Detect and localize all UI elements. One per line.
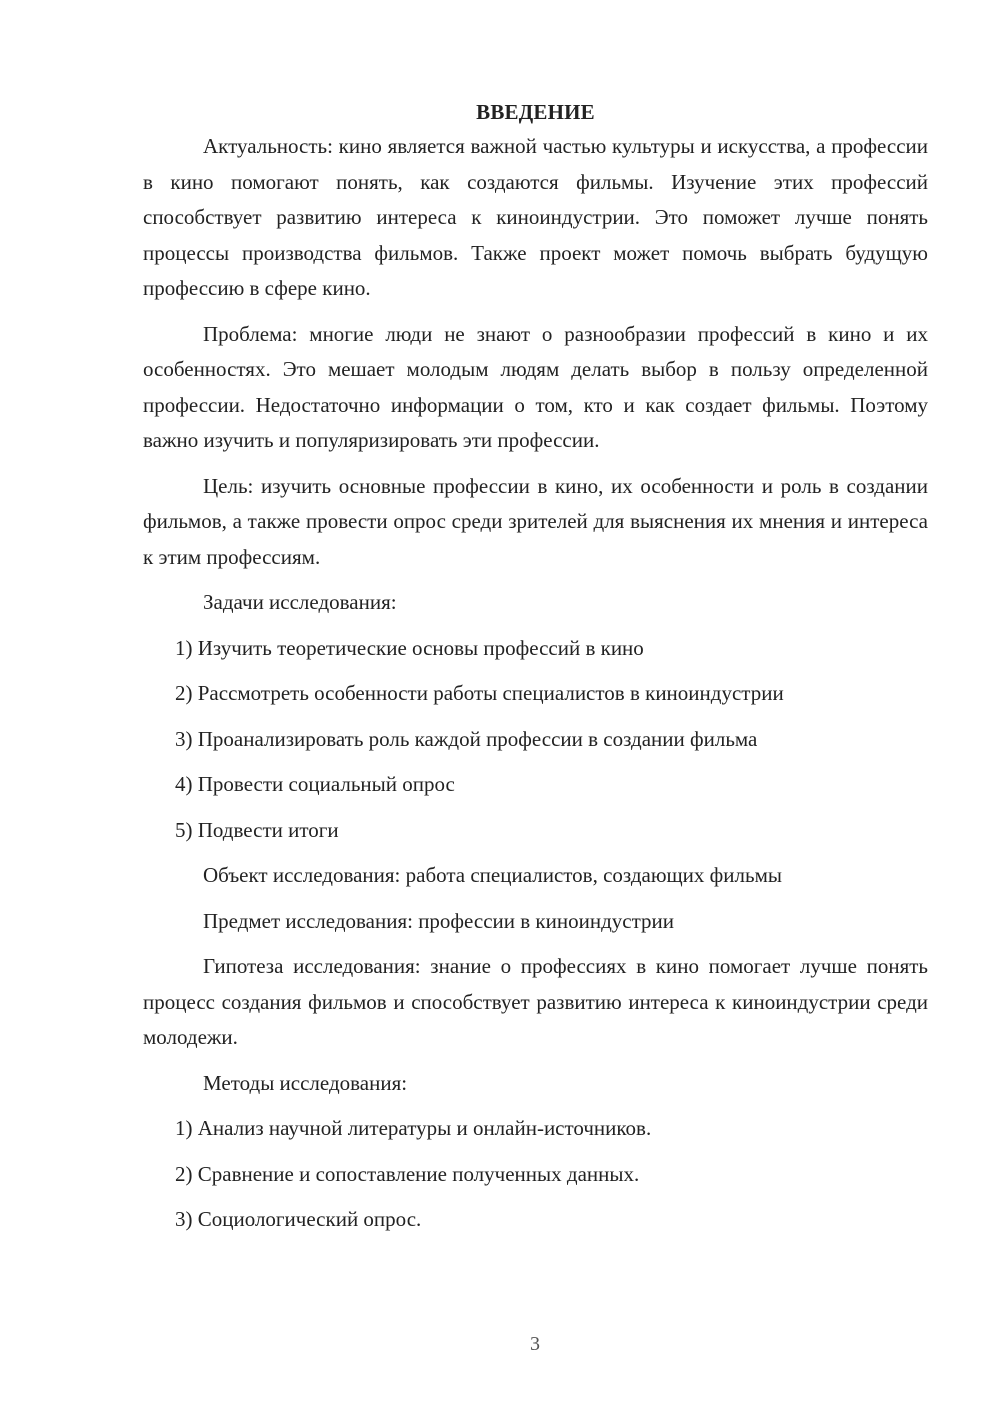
paragraph-object: Объект исследования: работа специалистов, создающих фильмы bbox=[203, 863, 782, 887]
paragraph-relevance: Актуальность: кино является важной частью культуры и искусства, а профессии в кино помогают понять, как создаются фильмы. Изучение этих профессий способствует развитию интереса к киноиндустрии. Это поможет лучше понять процессы производства фильмов. Также проект может помочь выбрать будущую профессию в сфере кино. bbox=[143, 134, 928, 300]
list-item: 1) Анализ научной литературы и онлайн-источников. bbox=[175, 1116, 652, 1140]
paragraph-problem: Проблема: многие люди не знают о разнообразии профессий в кино и их особенностях. Это мешает молодым людям делать выбор в пользу определенной профессии. Недостаточно информации о том, кто и как создает фильмы. Поэтому важно изучить и популяризировать эти профессии. bbox=[143, 321, 928, 452]
tasks-heading: Задачи исследования: bbox=[203, 590, 397, 614]
list-item: 2) Сравнение и сопоставление полученных данных. bbox=[175, 1161, 640, 1186]
methods-heading: Методы исследования: bbox=[203, 1070, 408, 1095]
list-item: 4) Провести социальный опрос bbox=[175, 772, 455, 796]
section-title: ВВЕДЕНИЕ bbox=[476, 100, 595, 124]
list-item: 1) Изучить теоретические основы профессий в кино bbox=[175, 635, 644, 660]
list-item: 5) Подвести итоги bbox=[175, 817, 339, 842]
paragraph-subject: Предмет исследования: профессии в киноиндустрии bbox=[203, 908, 674, 933]
page-number: 3 bbox=[530, 1333, 540, 1355]
page-content bbox=[143, 95, 928, 1248]
methods-list bbox=[143, 1111, 928, 1238]
list-item: 2) Рассмотреть особенности работы специалистов в киноиндустрии bbox=[175, 681, 784, 705]
paragraph-goal: Цель: изучить основные профессии в кино, их особенности и роль в создании фильмов, а также провести опрос среди зрителей для выяснения их мнения и интереса к этим профессиям. bbox=[143, 473, 928, 569]
list-item: 3) Социологический опрос. bbox=[175, 1207, 422, 1231]
paragraph-hypothesis: Гипотеза исследования: знание о профессиях в кино помогает лучше понять процесс создания фильмов и способствует развитию интереса к киноиндустрии среди молодежи. bbox=[143, 954, 928, 1049]
list-item: 3) Проанализировать роль каждой профессии в создании фильма bbox=[175, 726, 758, 751]
tasks-list bbox=[143, 631, 928, 849]
